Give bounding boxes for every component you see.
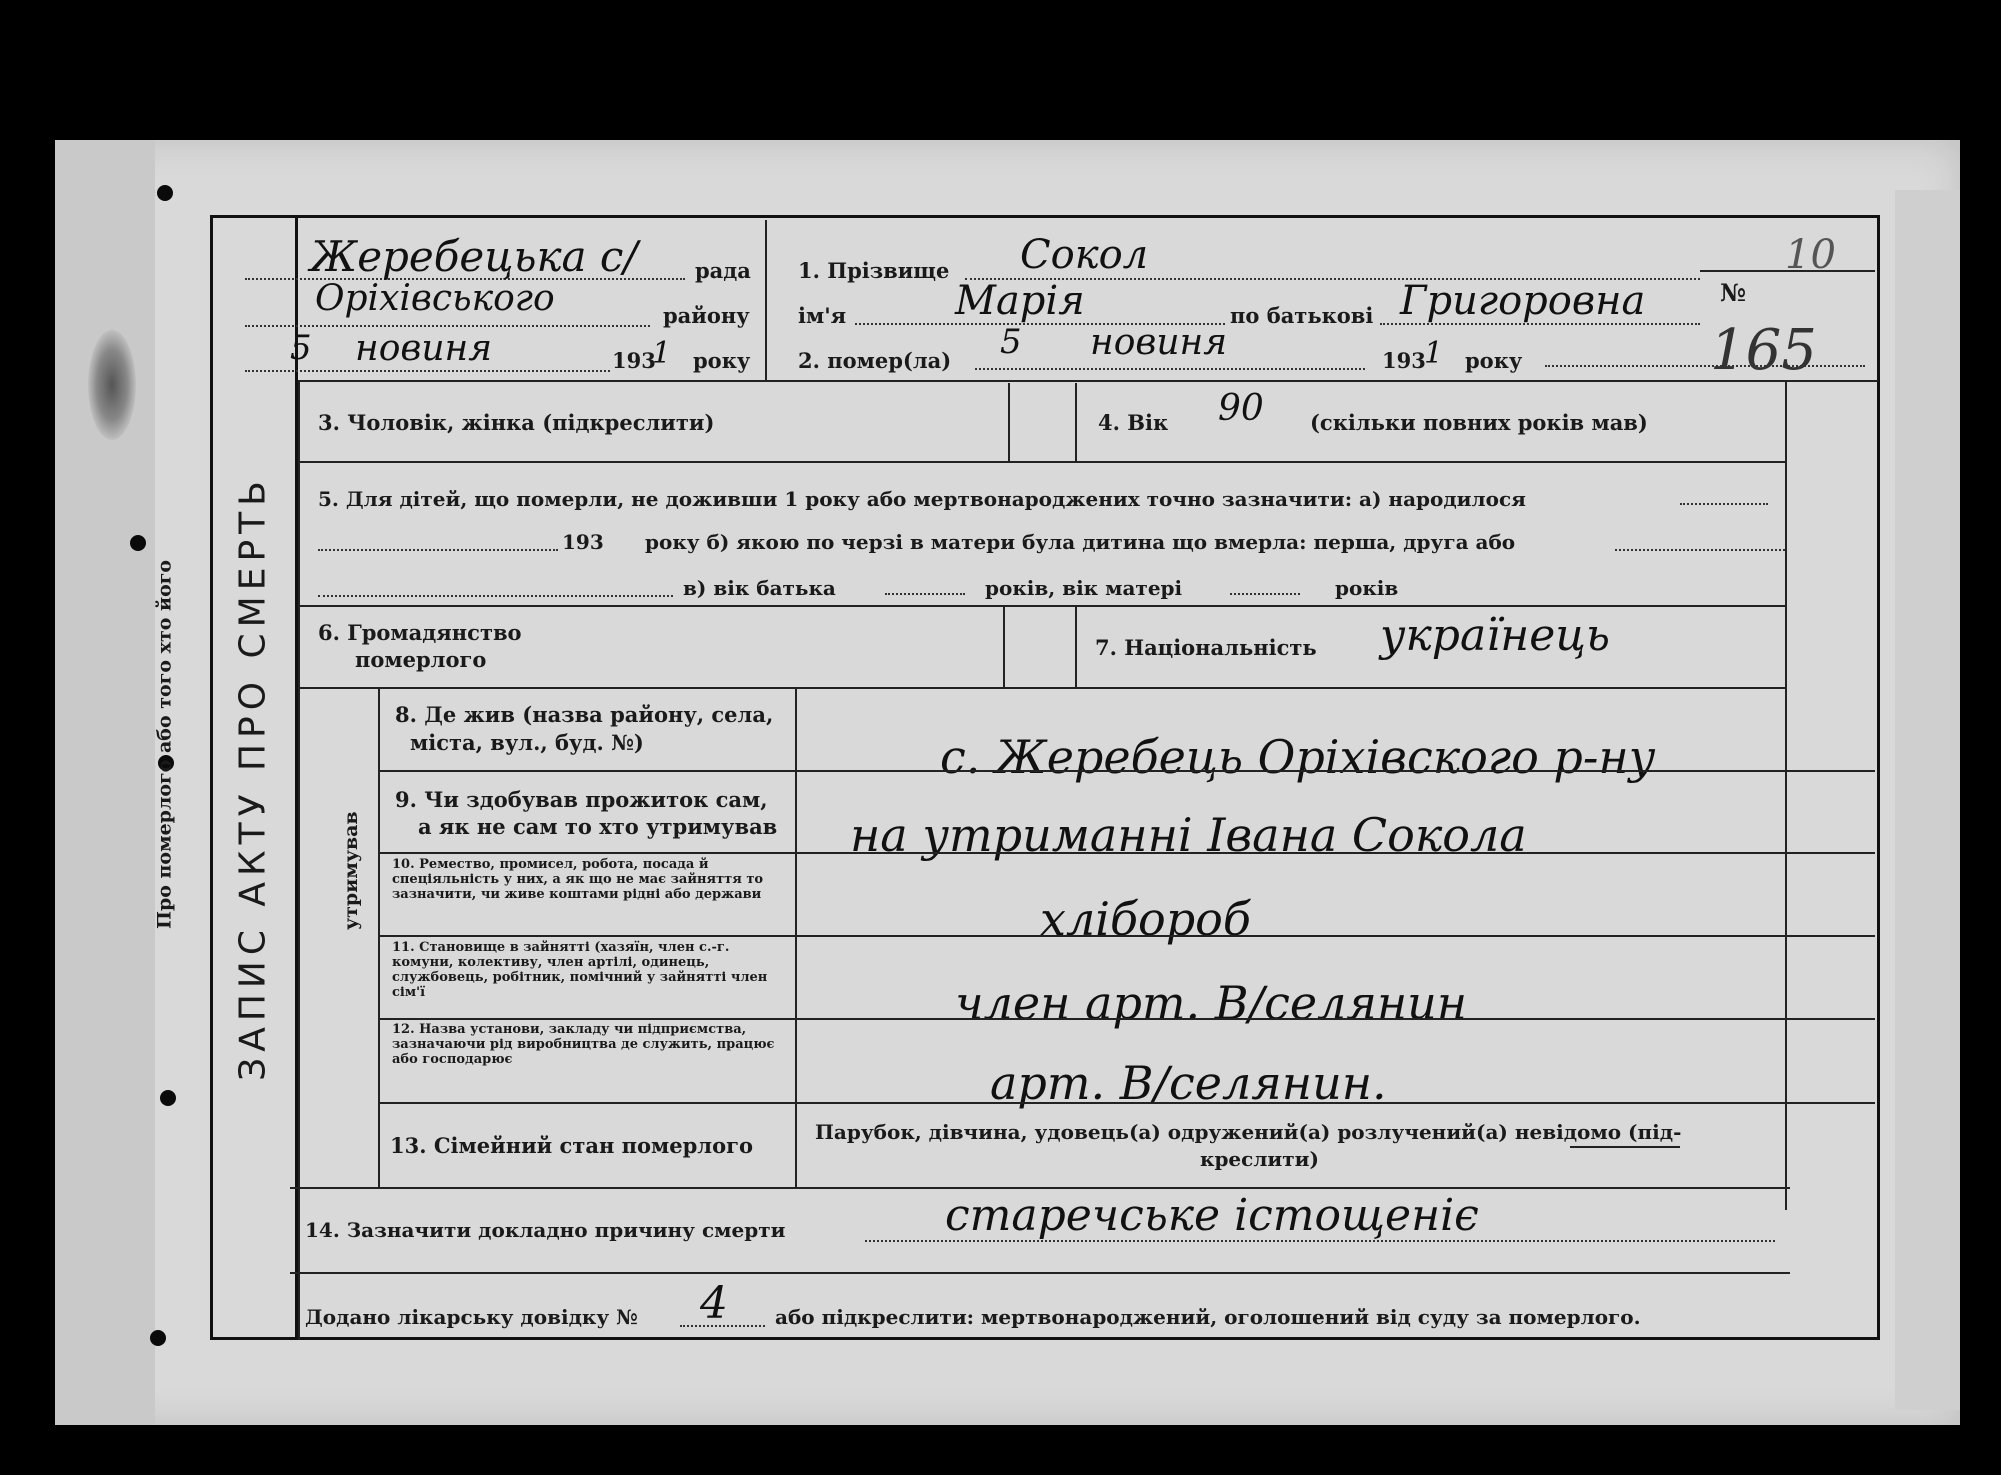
row8-label-2: міста, вул., буд. №): [410, 730, 644, 755]
row6-divider: [1075, 607, 1077, 687]
citizenship-label-2: померлого: [355, 647, 487, 672]
dotted-line: [1615, 549, 1785, 551]
row-rule: [298, 687, 1785, 689]
age-value: 90: [1218, 388, 1264, 429]
row13-options-1: Парубок, дівчина, удовець(а) одружений(а) розлучений(а) невідомо (під-: [815, 1120, 1682, 1144]
side-group-label-1: Про померлого або того хто його: [153, 559, 176, 929]
medical-cert-number: 4: [700, 1278, 728, 1329]
cause-value: старечське істощеніє: [945, 1190, 1479, 1241]
inner-right-rule: [1785, 380, 1787, 1210]
form-title: ЗАПИС АКТУ ПРО СМЕРТЬ: [232, 474, 273, 1081]
header-bottom-rule: [298, 380, 1878, 382]
dotted-line: [975, 368, 1365, 370]
row12-label: 12. Назва установи, закладу чи підприємства, зазначаючи рід виробництва де служить, працює або господарює: [392, 1022, 775, 1067]
council-value: Жеребецька с/: [310, 232, 638, 281]
row-rule: [290, 1272, 1790, 1274]
row-rule: [298, 605, 1785, 607]
footer-label-start: Додано лікарську довідку №: [305, 1305, 638, 1329]
binding-hole: [130, 535, 146, 551]
row-rule: [378, 1102, 1875, 1104]
row10-value: хлібороб: [1040, 892, 1251, 946]
dotted-line: [318, 595, 673, 597]
sex-label: 3. Чоловік, жінка (підкреслити): [318, 410, 715, 435]
row8-label-1: 8. Де жив (назва району, села,: [395, 702, 774, 727]
number-value-1: 10: [1785, 232, 1836, 278]
row9-label-2: а як не сам то хто утримував: [418, 814, 778, 839]
card-right-margin: [1895, 190, 1960, 1410]
binding-hole: [150, 1330, 166, 1346]
row8-value: с. Жеребець Оріхівского р-ну: [940, 730, 1656, 784]
dotted-line: [1545, 365, 1865, 367]
father-age-label: в) вік батька: [683, 576, 836, 600]
row11-value: член арт. В/селянин: [955, 976, 1468, 1030]
patronymic-label: по батькові: [1230, 303, 1374, 328]
died-month: новиня: [1090, 322, 1228, 363]
died-year-prefix: 193: [1382, 348, 1426, 373]
children-line-1: 5. Для дітей, що померли, не доживши 1 року або мертвонароджених точно зазначити: а) народилося: [318, 487, 1526, 511]
row13-options-2: креслити): [1200, 1147, 1319, 1171]
number-label: №: [1720, 278, 1747, 307]
inner-left-rule: [298, 380, 300, 1340]
died-year-suffix: 1: [1424, 336, 1444, 371]
died-day: 5: [1000, 322, 1022, 362]
label-value-divider: [795, 687, 797, 1187]
dotted-line: [1230, 593, 1300, 595]
district-value: Оріхівського: [315, 278, 555, 319]
row-rule: [378, 852, 1875, 854]
dotted-line: [245, 370, 610, 372]
row-rule: [378, 1018, 1875, 1020]
row3-divider: [1008, 383, 1010, 461]
row10-label: 10. Ремество, промисел, робота, посада й спеціяльність у них, а як що не має зайняття то зазначити, чи живе коштами рідні або держави: [392, 857, 764, 902]
died-label: 2. помер(ла): [798, 348, 952, 373]
surname-value: Сокол: [1020, 232, 1149, 278]
patronymic-value: Григоровна: [1400, 278, 1646, 324]
side-group-rule: [378, 687, 380, 1187]
row-rule: [290, 1187, 1790, 1189]
surname-label: 1. Прізвище: [798, 258, 950, 283]
nationality-value: українець: [1380, 610, 1610, 661]
nationality-label: 7. Національність: [1095, 635, 1317, 660]
children-year: 193: [562, 530, 604, 554]
row13-label: 13. Сімейний стан померлого: [390, 1133, 753, 1158]
mother-age-label: років, вік матері: [985, 576, 1183, 600]
ink-stain: [88, 330, 136, 440]
row11-label: 11. Становище в зайнятті (хазяїн, член с.-г. комуни, колективу, член артілі, одинець, службовець, робітник, помічний у зайнятті член сім'ї: [392, 940, 768, 1000]
row9-value: на утриманні Івана Сокола: [850, 808, 1527, 862]
died-year-label: року: [1465, 348, 1523, 373]
row9-label-1: 9. Чи здобував прожиток сам,: [395, 787, 768, 812]
council-label: рада: [695, 258, 751, 283]
header-date-day: 5: [290, 328, 312, 368]
citizenship-label-1: 6. Громадянство: [318, 620, 522, 645]
children-line-2: року б) якою по черзі в матери була дитина що вмерла: перша, друга або: [645, 530, 1516, 554]
name-label: ім'я: [798, 303, 847, 328]
dotted-line: [885, 593, 965, 595]
district-label: району: [663, 303, 750, 328]
age-label-end: (скільки повних років мав): [1310, 410, 1648, 435]
row12-value: арт. В/селянин.: [990, 1056, 1387, 1110]
footer-label-end: або підкреслити: мертвонароджений, оголошений від суду за померлого.: [775, 1305, 1641, 1329]
cause-label: 14. Зазначити докладно причину смерти: [305, 1218, 786, 1242]
dotted-line: [318, 549, 558, 551]
header-date-month: новиня: [355, 328, 493, 369]
row-rule: [378, 935, 1875, 937]
years-label: років: [1335, 576, 1399, 600]
row-rule: [378, 770, 1875, 772]
binding-hole: [160, 1090, 176, 1106]
name-value: Марія: [955, 278, 1085, 324]
unknown-underline: [1570, 1146, 1680, 1148]
row3-divider: [1075, 383, 1077, 461]
dotted-line: [245, 325, 650, 327]
header-year-prefix: 193: [612, 348, 656, 373]
form-title-column: [210, 215, 298, 1340]
number-value-2: 165: [1710, 318, 1817, 383]
age-label-start: 4. Вік: [1098, 410, 1169, 435]
header-divider: [765, 220, 767, 380]
side-group-label-2: утримував: [340, 811, 362, 930]
row-rule: [298, 461, 1785, 463]
binding-hole: [157, 185, 173, 201]
dotted-line: [1680, 503, 1768, 505]
header-year-suffix: 1: [652, 336, 672, 371]
row6-divider: [1003, 607, 1005, 687]
header-year-label: року: [693, 348, 751, 373]
